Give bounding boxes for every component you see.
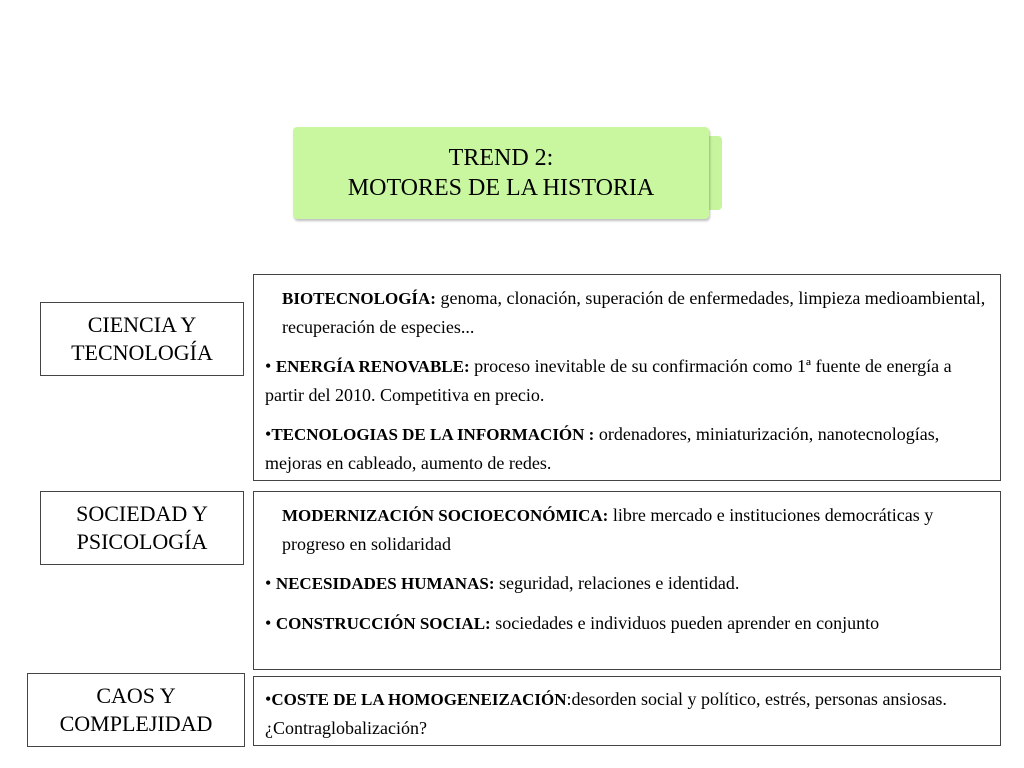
item-bullet: • [265, 573, 276, 593]
item-bullet: • [265, 424, 272, 444]
category-label-line: TECNOLOGÍA [71, 340, 213, 365]
item-term: CONSTRUCCIÓN SOCIAL: [275, 614, 491, 633]
category-label-line: SOCIEDAD Y [76, 501, 208, 526]
title-line-1: TREND 2: [448, 145, 554, 171]
item-text: ordenadores, miniaturización, nanotecnologías, mejoras en cableado, aumento de redes. [265, 424, 940, 473]
detail-item [265, 569, 988, 598]
title-line-2: MOTORES DE LA HISTORIA [347, 175, 655, 201]
detail-box-ciencia-tecnologia [253, 274, 1001, 481]
category-sociedad-psicologia [40, 491, 244, 565]
item-term: BIOTECNOLOGÍA: [282, 289, 436, 308]
category-ciencia-tecnologia [40, 302, 244, 376]
item-text: seguridad, relaciones e identidad. [494, 573, 740, 593]
detail-item [265, 501, 988, 558]
detail-item [265, 352, 988, 409]
item-text: sociedades e individuos pueden aprender en conjunto [490, 613, 880, 633]
item-text: proceso inevitable de su confirmación como 1ª fuente de energía a partir del 2010. Competitiva en precio. [265, 356, 952, 405]
item-term: MODERNIZACIÓN SOCIOECONÓMICA: [282, 506, 609, 525]
item-bullet: • [265, 689, 272, 709]
category-caos-complejidad [27, 673, 245, 747]
category-label-line: CAOS Y [96, 683, 176, 708]
detail-item [265, 609, 988, 638]
item-text: :desorden social y político, estrés, personas ansiosas. ¿Contraglobalización? [265, 689, 947, 738]
category-label-line: COMPLEJIDAD [59, 711, 213, 736]
category-label-line: CIENCIA Y [87, 312, 197, 337]
item-bullet: • [265, 356, 276, 376]
item-term: ENERGÍA RENOVABLE: [275, 357, 470, 376]
detail-box-caos-complejidad [253, 676, 1001, 746]
title-box [293, 127, 709, 219]
item-bullet: • [265, 613, 276, 633]
detail-item [265, 284, 988, 341]
item-term: COSTE DE LA HOMOGENEIZACIÓN [271, 690, 567, 709]
detail-box-sociedad-psicologia [253, 491, 1001, 670]
item-term: TECNOLOGIAS DE LA INFORMACIÓN : [271, 425, 595, 444]
detail-item [265, 420, 988, 477]
item-text: genoma, clonación, superación de enfermedades, limpieza medioambiental, recuperación de especies... [282, 288, 986, 337]
category-label-line: PSICOLOGÍA [76, 529, 208, 554]
item-term: NECESIDADES HUMANAS: [275, 574, 495, 593]
detail-item [265, 685, 988, 742]
item-text: libre mercado e instituciones democráticas y progreso en solidaridad [282, 505, 934, 554]
